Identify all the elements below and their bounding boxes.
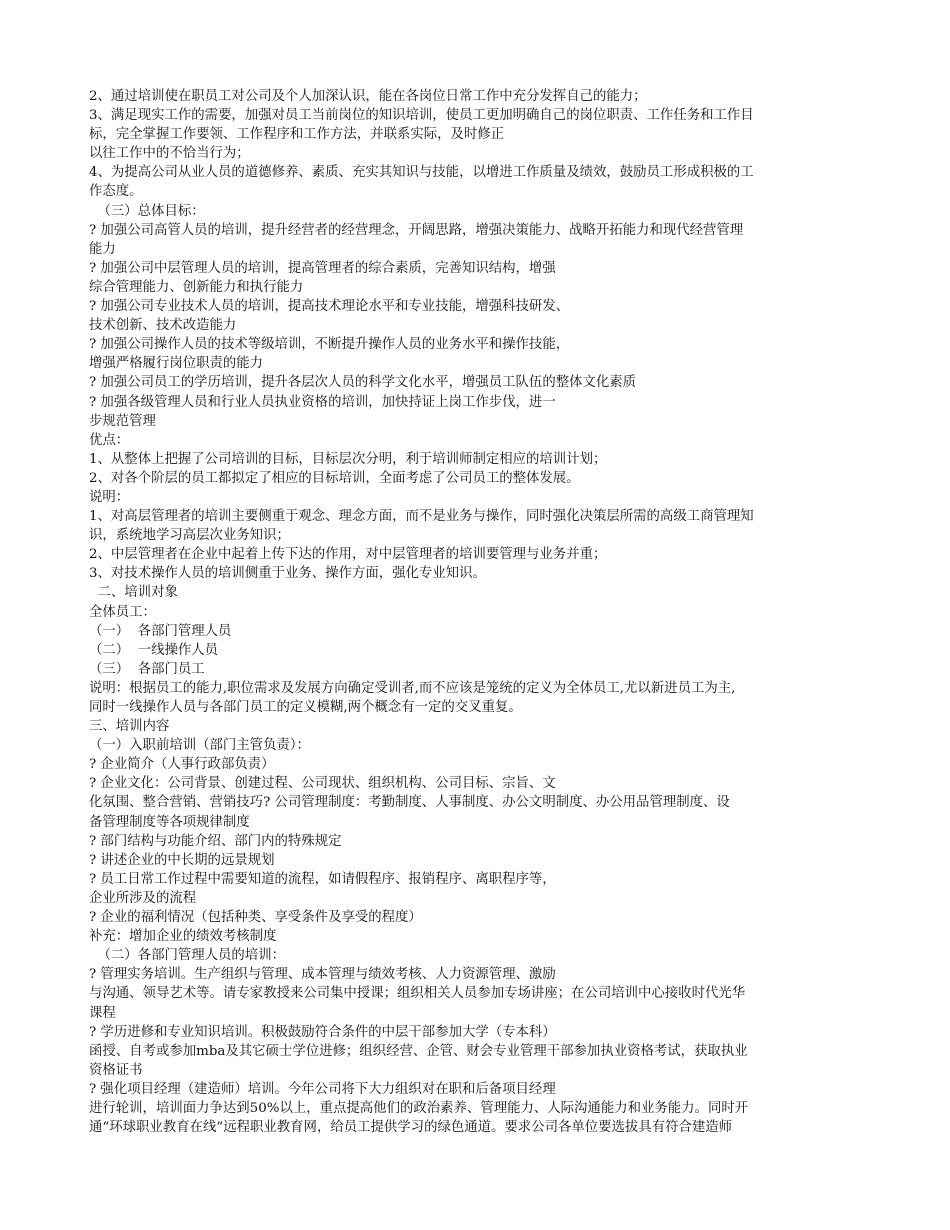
text-line: 函授、自考或参加mba及其它硕士学位进修；组织经营、企管、财会专业管理干部参加执业资格考试，获取执业 [89, 1043, 748, 1059]
text-line: 同时一线操作人员与各部门员工的定义模糊,两个概念有一定的交叉重复。 [89, 700, 522, 715]
text-line: ? 加强公司操作人员的技术等级培训，不断提升操作人员的业务水平和操作技能， [89, 337, 570, 353]
text-line: 1、对高层管理者的培训主要侧重于观念、理念方面，而不是业务与操作，同时强化决策层所需的高级工商管理知 [89, 509, 754, 525]
text-line: 优点： [89, 432, 130, 448]
text-line: （一） 各部门管理人员 [89, 623, 232, 639]
text-line: 1、从整体上把握了公司培训的目标，目标层次分明，利于培训师制定相应的培训计划； [89, 451, 607, 467]
text-line: 企业所涉及的流程 [89, 890, 197, 906]
text-line: ? 企业简介（人事行政部负责） [89, 757, 275, 773]
text-line: 作态度。 [89, 184, 143, 200]
text-line: 备管理制度等各项规律制度 [89, 814, 250, 830]
text-line: （三） 各部门员工 [89, 661, 205, 677]
text-line: 2、对各个阶层的员工都拟定了相应的目标培训，全面考虑了公司员工的整体发展。 [89, 470, 580, 486]
text-line: 全体员工： [89, 604, 156, 620]
text-line: ? 加强各级管理人员和行业人员执业资格的培训，加快持证上岗工作步伐，进一 [89, 394, 556, 410]
text-line: 说明：根据员工的能力,职位需求及发展方向确定受训者,而不应该是笼统的定义为全体员工,尤以新进员工为主, [89, 680, 736, 696]
text-line: ? 加强公司高管人员的培训，提升经营者的经营理念，开阔思路，增强决策能力、战略开拓能力和现代经营管理 [89, 222, 744, 238]
text-line: 补充：增加企业的绩效考核制度 [89, 929, 277, 945]
text-line: 技术创新、技术改造能力 [89, 318, 237, 334]
text-line: 步规范管理 [89, 413, 156, 429]
text-line: 标，完全掌握工作要领、工作程序和工作方法，并联系实际，及时修正 [89, 127, 505, 143]
text-line: ? 企业的福利情况（包括种类、享受条件及享受的程度） [89, 910, 422, 926]
text-line: ? 讲述企业的中长期的远景规划 [89, 852, 275, 868]
document-body [89, 87, 864, 1137]
text-line: ? 企业文化：公司背景、创建过程、公司现状、组织机构、公司目标、宗旨、文 [89, 776, 556, 792]
text-line: （一）入职前培训（部门主管负责）： [89, 738, 310, 754]
text-line: 以往工作中的不恰当行为； [89, 146, 250, 162]
text-line: 资格证书 [89, 1062, 143, 1078]
text-line: ? 管理实务培训。生产组织与管理、成本管理与绩效考核、人力资源管理、激励 [89, 967, 556, 983]
text-line: 进行轮训，培训面力争达到50%以上，重点提高他们的政治素养、管理能力、人际沟通能力和业务能力。同时开 [89, 1100, 749, 1116]
text-line: （二） 一线操作人员 [89, 642, 219, 658]
text-line: ? 员工日常工作过程中需要知道的流程，如请假程序、报销程序、离职程序等， [89, 871, 556, 887]
text-line: ? 部门结构与功能介绍、部门内的特殊规定 [89, 833, 342, 849]
text-line: 3、满足现实工作的需要，加强对员工当前岗位的知识培训，使员工更加明确自己的岗位职责、工作任务和工作目 [89, 108, 754, 124]
text-line: （三）总体目标： [89, 203, 205, 219]
text-line: 化氛围、整合营销、营销技巧? 公司管理制度：考勤制度、人事制度、办公文明制度、办公用品管理制度、设 [89, 795, 730, 811]
text-line: 2、中层管理者在企业中起着上传下达的作用，对中层管理者的培训要管理与业务并重； [89, 547, 607, 563]
text-line: 识，系统地学习高层次业务知识； [89, 528, 290, 544]
text-line: 二、培训对象 [89, 585, 178, 601]
text-line: 课程 [89, 1005, 116, 1021]
text-line: ? 加强公司专业技术人员的培训，提高技术理论水平和专业技能，增强科技研发、 [89, 299, 570, 315]
text-line: 综合管理能力、创新能力和执行能力 [89, 279, 304, 295]
text-line: ? 学历进修和专业知识培训。积极鼓励符合条件的中层干部参加大学（专本科） [89, 1024, 556, 1040]
text-line: 三、培训内容 [89, 719, 170, 735]
text-line: ? 加强公司员工的学历培训，提升各层次人员的科学文化水平，增强员工队伍的整体文化素质 [89, 375, 637, 391]
text-line: 增强严格履行岗位职责的能力 [89, 356, 264, 372]
text-line: 与沟通、领导艺术等。请专家教授来公司集中授课；组织相关人员参加专场讲座；在公司培训中心接收时代光华 [89, 986, 746, 1002]
text-line: ? 强化项目经理（建造师）培训。今年公司将下大力组织对在职和后备项目经理 [89, 1081, 556, 1097]
text-line: 3、对技术操作人员的培训侧重于业务、操作方面，强化专业知识。 [89, 566, 486, 582]
text-line: 2、通过培训使在职员工对公司及个人加深认识，能在各岗位日常工作中充分发挥自己的能力； [89, 89, 647, 104]
text-line: 能力 [89, 241, 116, 257]
text-line: 4、为提高公司从业人员的道德修养、素质、充实其知识与技能，以增进工作质量及绩效，鼓励员工形成积极的工 [89, 165, 754, 181]
text-line: 说明： [89, 489, 130, 505]
text-line: ? 加强公司中层管理人员的培训，提高管理者的综合素质，完善知识结构，增强 [89, 260, 556, 276]
text-line: 通“环球职业教育在线”远程职业教育网，给员工提供学习的绿色通道。要求公司各单位要选拔具有符合建造师 [89, 1120, 733, 1136]
text-line: （二）各部门管理人员的培训： [89, 948, 285, 964]
